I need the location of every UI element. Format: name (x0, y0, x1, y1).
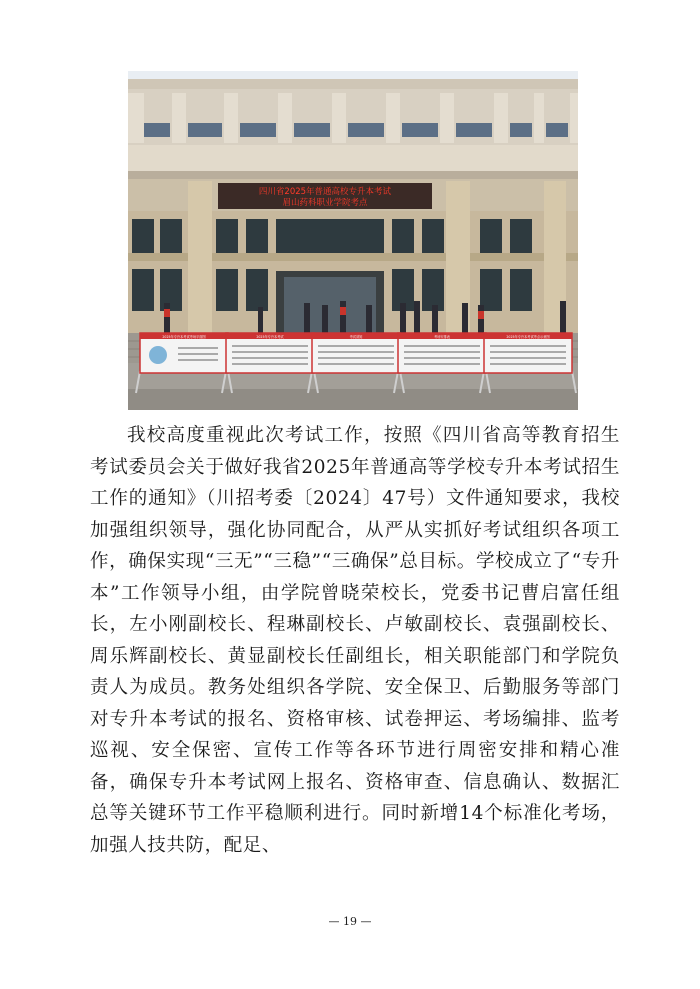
board-title: 2025年专升本考试考点示意图 (506, 335, 550, 339)
body-paragraph: 我校高度重视此次考试工作，按照《四川省高等教育招生考试委员会关于做好我省2025年普通高等学校专升本考试招生工作的通知》（川招考委〔2024〕47号）文件通知要求，我校加强组织领导，强化协同配合，从严从实抓好考试组织各项工作，确保实现“三无”“三稳”“三确保”总目标。学校成立了“专升本”工作领导小组，由学院曾晓荣校长，党委书记曹启富任组长，左小刚副校长、程琳副校长、卢敏副校长、袁强副校长、周乐辉副校长、黄显副校长任副组长，相关职能部门和学院负责人为成员。教务处组织各学院、安全保卫、后勤服务等部门对专升本考试的报名、资格审核、试卷押运、考场编排、监考巡视、安全保密、宣传工作等各环节进行周密安排和精心准备，确保专升本考试网上报名、资格审查、信息确认、数据汇总等关键环节工作平稳顺利进行。同时新增14个标准化考场，加强人技共防，配足、 (90, 425, 620, 856)
building-illustration (128, 71, 578, 410)
banner-line1: 四川省2025年普通高校专升本考试 (258, 187, 392, 197)
notice-board (398, 333, 486, 373)
body-text (90, 420, 620, 861)
banner-line2: 眉山药科职业学院考点 (282, 198, 368, 208)
exam-site-photo (128, 71, 578, 410)
notice-board (484, 333, 572, 373)
page-number: — 19 — (328, 915, 372, 928)
board-title: 2025年专升本考试 (256, 335, 284, 339)
notice-board (226, 333, 314, 373)
notice-board (140, 333, 228, 373)
board-title: 2025年专升本考试考场平面图 (162, 335, 206, 339)
notice-board (312, 333, 400, 373)
board-title: 考试须知 (349, 335, 363, 339)
board-title: 考场安排表 (434, 335, 450, 339)
